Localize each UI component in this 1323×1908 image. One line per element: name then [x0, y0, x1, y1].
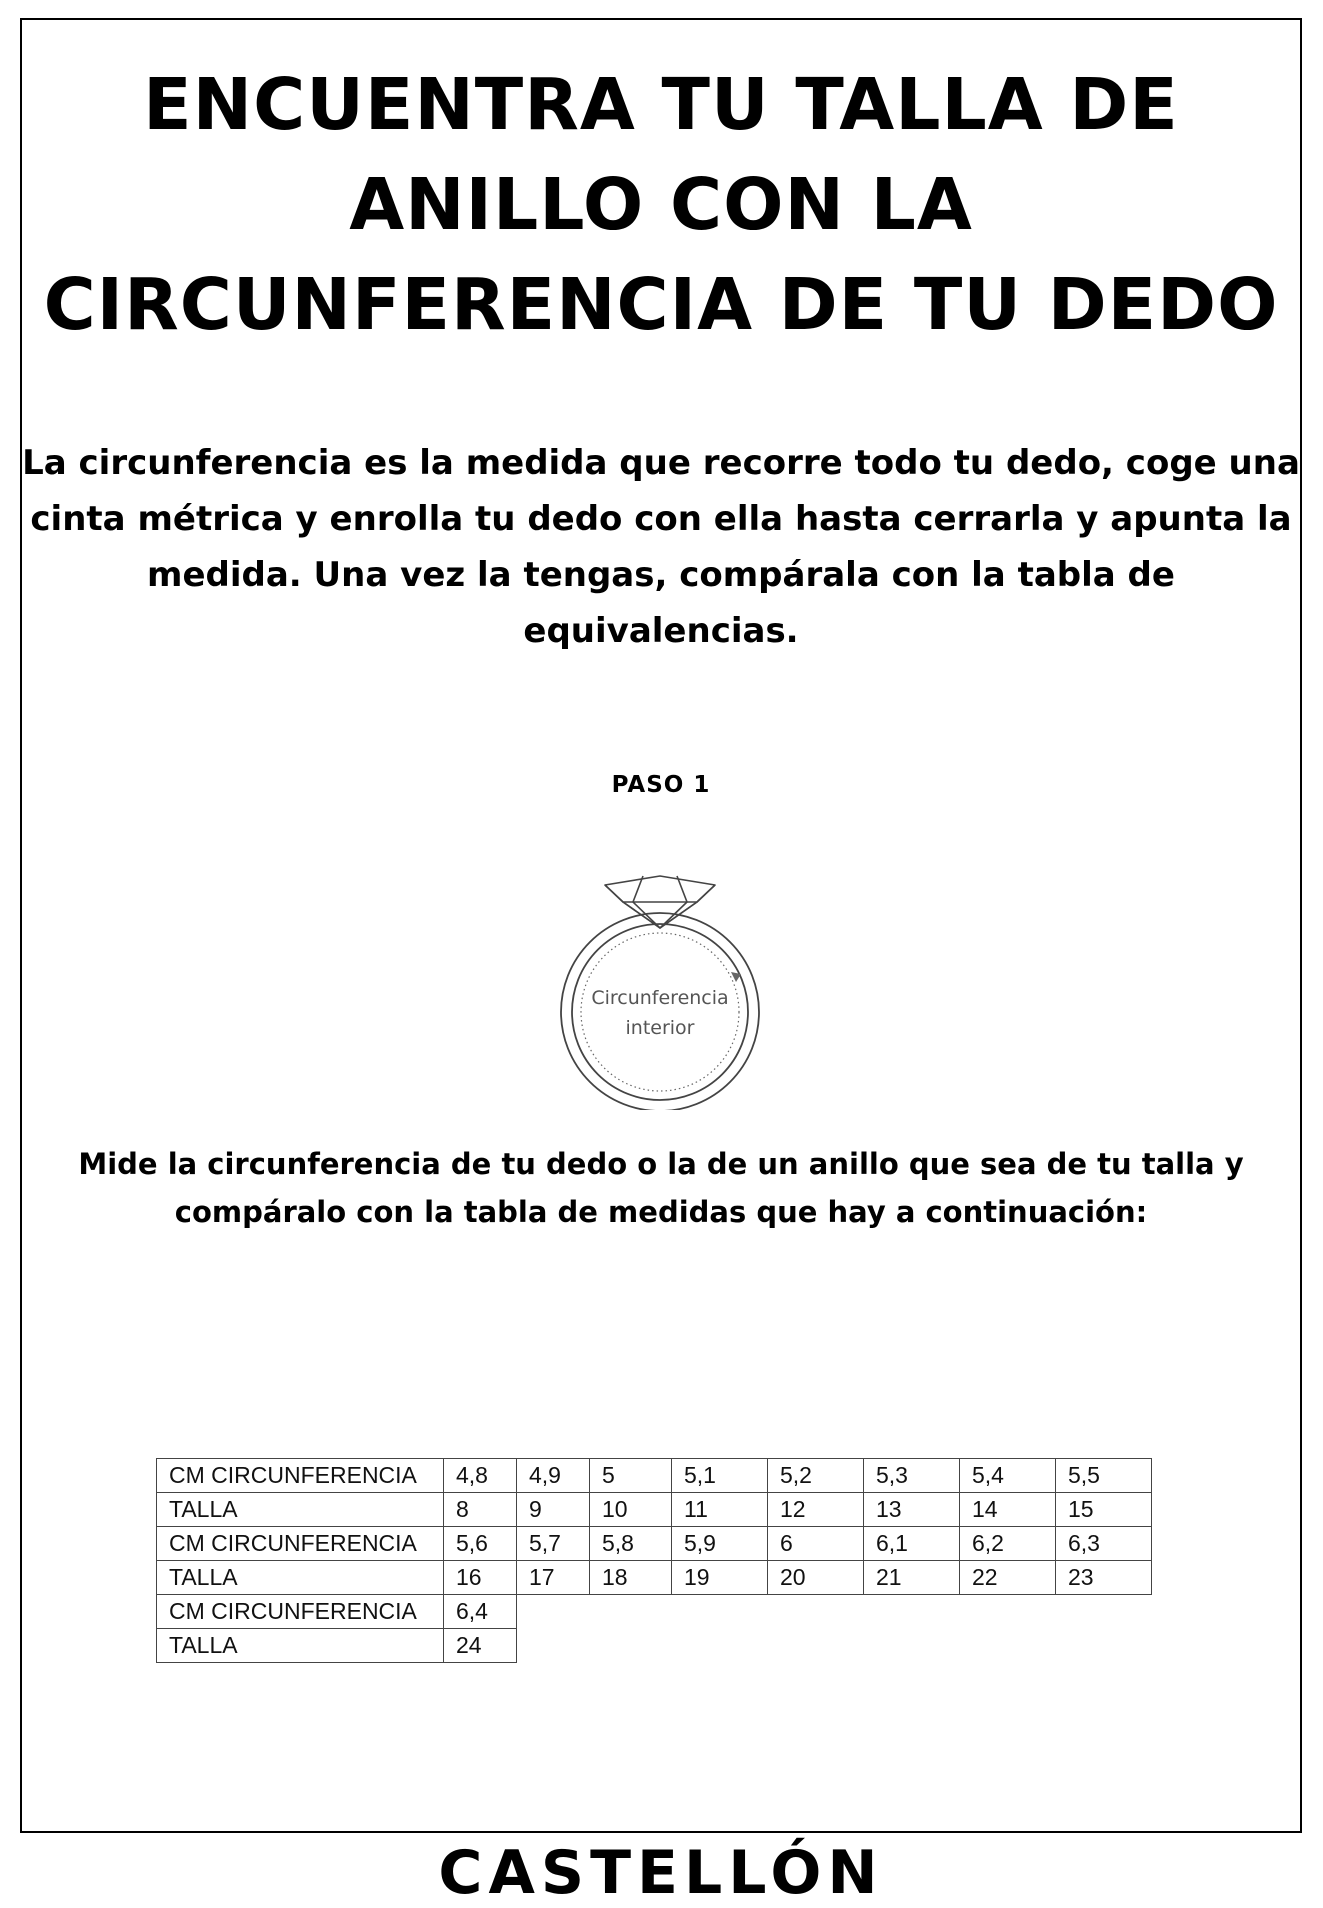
- ring-label: Circunferencia interior: [591, 987, 729, 1039]
- table-cell: 5,3: [864, 1459, 960, 1493]
- table-header-cell: CM CIRCUNFERENCIA: [157, 1595, 444, 1629]
- table-cell: 5,5: [1056, 1459, 1152, 1493]
- step-label: PASO 1: [611, 772, 711, 798]
- table-cell: 12: [768, 1493, 864, 1527]
- table-cell: 14: [960, 1493, 1056, 1527]
- table-cell: 24: [444, 1629, 517, 1663]
- table-cell: 4,9: [517, 1459, 590, 1493]
- table-empty-cell: [517, 1595, 1152, 1629]
- table-cell: 5,6: [444, 1527, 517, 1561]
- table-header-cell: TALLA: [157, 1561, 444, 1595]
- table-cell: 8: [444, 1493, 517, 1527]
- table-empty-cell: [517, 1629, 1152, 1663]
- table-header-cell: TALLA: [157, 1629, 444, 1663]
- table-cell: 5,1: [672, 1459, 768, 1493]
- table-cell: 5,7: [517, 1527, 590, 1561]
- table-cell: 23: [1056, 1561, 1152, 1595]
- table-cell: 6,3: [1056, 1527, 1152, 1561]
- intro-paragraph: La circunferencia es la medida que recorre todo tu dedo, coge una cinta métrica y enrolla tu dedo con ella hasta cerrarla y apunta la medida. Una vez la tengas, compárala con la tabla de equivalencias.: [22, 443, 1300, 651]
- table-cell: 20: [768, 1561, 864, 1595]
- table-cell: 16: [444, 1561, 517, 1595]
- table-row: [157, 1595, 1152, 1629]
- table-header-cell: CM CIRCUNFERENCIA: [157, 1527, 444, 1561]
- table-cell: 4,8: [444, 1459, 517, 1493]
- table-header-cell: CM CIRCUNFERENCIA: [157, 1459, 444, 1493]
- table-cell: 6,4: [444, 1595, 517, 1629]
- table-cell: 17: [517, 1561, 590, 1595]
- table-cell: 5,9: [672, 1527, 768, 1561]
- table-cell: 6,2: [960, 1527, 1056, 1561]
- table-cell: 19: [672, 1561, 768, 1595]
- page-title: ENCUENTRA TU TALLA DE ANILLO CON LA CIRCUNFERENCIA DE TU DEDO: [43, 63, 1279, 346]
- table-cell: 22: [960, 1561, 1056, 1595]
- table-cell: 21: [864, 1561, 960, 1595]
- table-cell: 5,8: [590, 1527, 672, 1561]
- table-row: [157, 1459, 1152, 1493]
- size-table: [156, 1458, 1152, 1663]
- table-cell: 9: [517, 1493, 590, 1527]
- table-cell: 10: [590, 1493, 672, 1527]
- table-cell: 18: [590, 1561, 672, 1595]
- table-cell: 6: [768, 1527, 864, 1561]
- table-cell: 5,2: [768, 1459, 864, 1493]
- table-header-cell: TALLA: [157, 1493, 444, 1527]
- table-row: [157, 1561, 1152, 1595]
- instructions-text: Mide la circunferencia de tu dedo o la de un anillo que sea de tu talla y compáralo con la tabla de medidas que hay a continuación:: [78, 1147, 1244, 1229]
- table-cell: 15: [1056, 1493, 1152, 1527]
- table-row: [157, 1493, 1152, 1527]
- table-cell: 6,1: [864, 1527, 960, 1561]
- footer-text: CASTELLÓN: [438, 1838, 884, 1908]
- table-row: [157, 1629, 1152, 1663]
- table-cell: 13: [864, 1493, 960, 1527]
- table-cell: 5: [590, 1459, 672, 1493]
- table-cell: 11: [672, 1493, 768, 1527]
- table-cell: 5,4: [960, 1459, 1056, 1493]
- table-row: [157, 1527, 1152, 1561]
